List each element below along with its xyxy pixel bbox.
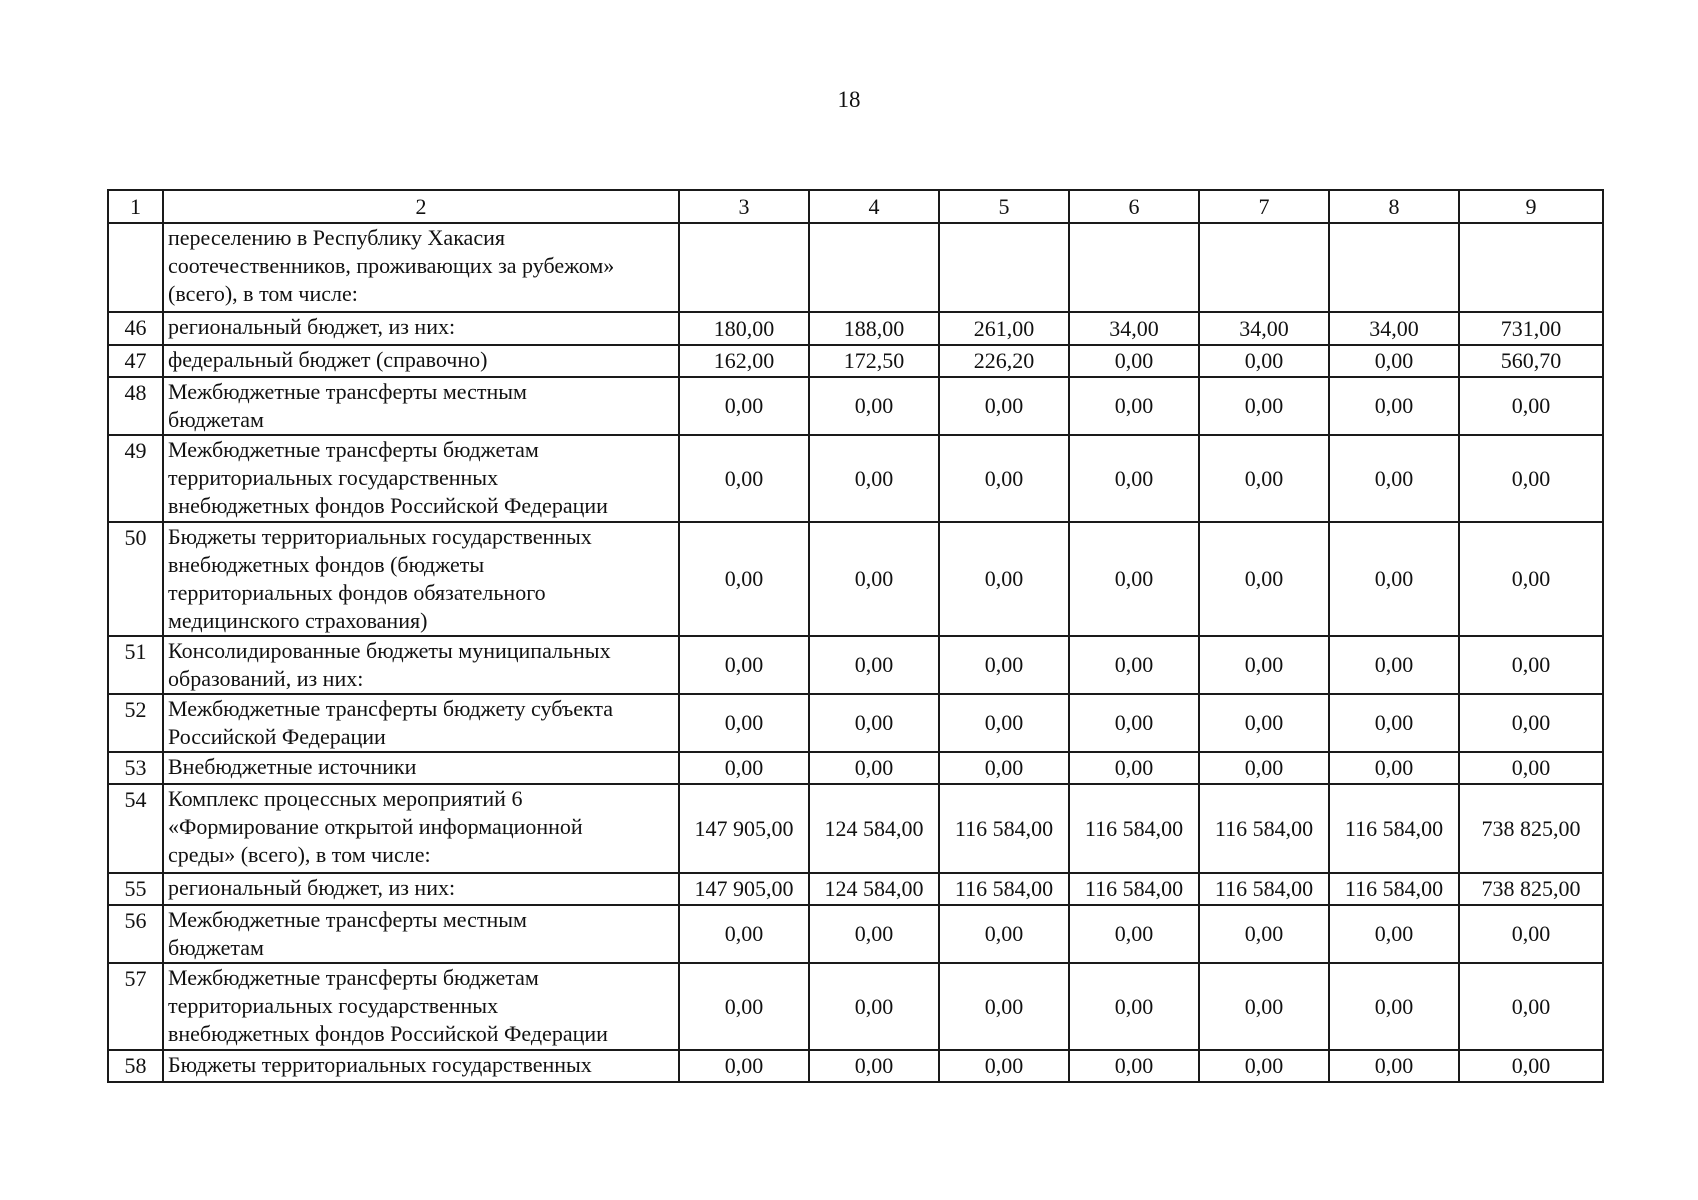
value-cell: 147 905,00 <box>679 873 809 905</box>
value-cell: 0,00 <box>679 694 809 752</box>
value-cell: 0,00 <box>1069 752 1199 784</box>
value-cell: 0,00 <box>939 1050 1069 1082</box>
value-cell: 0,00 <box>679 636 809 694</box>
value-cell: 0,00 <box>1199 522 1329 636</box>
row-label: переселению в Республику Хакасия соотечественников, проживающих за рубежом» (всего), в том числе: <box>163 223 679 312</box>
row-number: 51 <box>108 636 163 694</box>
table-row <box>108 435 1603 522</box>
column-header: 1 <box>108 190 163 223</box>
row-number: 52 <box>108 694 163 752</box>
row-label: Межбюджетные трансферты бюджетам территориальных государственных внебюджетных фондов Российской Федерации <box>163 435 679 522</box>
value-cell: 116 584,00 <box>1199 784 1329 873</box>
value-cell: 0,00 <box>939 963 1069 1050</box>
value-cell: 0,00 <box>1329 694 1459 752</box>
table-row <box>108 963 1603 1050</box>
table-row <box>108 312 1603 345</box>
value-cell: 0,00 <box>1459 636 1603 694</box>
value-cell: 0,00 <box>679 963 809 1050</box>
row-label: региональный бюджет, из них: <box>163 873 679 905</box>
value-cell: 147 905,00 <box>679 784 809 873</box>
value-cell: 0,00 <box>939 694 1069 752</box>
table-row <box>108 873 1603 905</box>
row-label: Межбюджетные трансферты местным бюджетам <box>163 905 679 963</box>
value-cell: 0,00 <box>809 522 939 636</box>
value-cell: 0,00 <box>1329 345 1459 377</box>
value-cell: 0,00 <box>1199 1050 1329 1082</box>
value-cell: 0,00 <box>809 905 939 963</box>
value-cell: 124 584,00 <box>809 873 939 905</box>
value-cell: 0,00 <box>1199 905 1329 963</box>
value-cell: 0,00 <box>809 636 939 694</box>
value-cell: 0,00 <box>809 435 939 522</box>
row-label: Консолидированные бюджеты муниципальных образований, из них: <box>163 636 679 694</box>
table-row <box>108 345 1603 377</box>
value-cell: 162,00 <box>679 345 809 377</box>
value-cell: 34,00 <box>1199 312 1329 345</box>
value-cell: 0,00 <box>1069 377 1199 435</box>
value-cell <box>939 223 1069 312</box>
value-cell: 0,00 <box>1329 905 1459 963</box>
row-label: Бюджеты территориальных государственных внебюджетных фондов (бюджеты территориальных фондов обязательного медицинского страхования) <box>163 522 679 636</box>
row-number: 57 <box>108 963 163 1050</box>
value-cell: 116 584,00 <box>1329 873 1459 905</box>
value-cell: 0,00 <box>809 752 939 784</box>
value-cell: 0,00 <box>809 1050 939 1082</box>
row-number: 55 <box>108 873 163 905</box>
row-label: Межбюджетные трансферты местным бюджетам <box>163 377 679 435</box>
value-cell: 0,00 <box>1069 905 1199 963</box>
value-cell: 0,00 <box>1459 435 1603 522</box>
value-cell: 0,00 <box>1199 963 1329 1050</box>
value-cell: 0,00 <box>1199 345 1329 377</box>
table-row <box>108 1050 1603 1082</box>
row-number: 53 <box>108 752 163 784</box>
value-cell <box>679 223 809 312</box>
value-cell <box>809 223 939 312</box>
table-row <box>108 784 1603 873</box>
value-cell: 0,00 <box>679 905 809 963</box>
value-cell: 116 584,00 <box>939 784 1069 873</box>
value-cell: 0,00 <box>1329 377 1459 435</box>
table-row <box>108 636 1603 694</box>
value-cell: 116 584,00 <box>1069 784 1199 873</box>
value-cell: 0,00 <box>679 377 809 435</box>
row-label: Межбюджетные трансферты бюджетам территориальных государственных внебюджетных фондов Российской Федерации <box>163 963 679 1050</box>
row-number: 47 <box>108 345 163 377</box>
value-cell: 172,50 <box>809 345 939 377</box>
table-row <box>108 905 1603 963</box>
row-label: региональный бюджет, из них: <box>163 312 679 345</box>
value-cell: 0,00 <box>1199 636 1329 694</box>
value-cell: 0,00 <box>939 905 1069 963</box>
value-cell: 0,00 <box>1459 1050 1603 1082</box>
value-cell: 0,00 <box>1199 694 1329 752</box>
column-header: 3 <box>679 190 809 223</box>
value-cell: 116 584,00 <box>1329 784 1459 873</box>
budget-table-container <box>107 189 1602 1083</box>
column-header: 8 <box>1329 190 1459 223</box>
row-label: Бюджеты территориальных государственных <box>163 1050 679 1082</box>
value-cell: 0,00 <box>809 377 939 435</box>
table-row <box>108 223 1603 312</box>
value-cell: 0,00 <box>809 963 939 1050</box>
row-number <box>108 223 163 312</box>
value-cell: 731,00 <box>1459 312 1603 345</box>
value-cell: 261,00 <box>939 312 1069 345</box>
value-cell: 0,00 <box>939 522 1069 636</box>
table-row <box>108 522 1603 636</box>
value-cell: 0,00 <box>1199 377 1329 435</box>
value-cell: 226,20 <box>939 345 1069 377</box>
table-row <box>108 694 1603 752</box>
value-cell: 0,00 <box>939 377 1069 435</box>
value-cell <box>1069 223 1199 312</box>
value-cell: 116 584,00 <box>1199 873 1329 905</box>
value-cell: 0,00 <box>1199 435 1329 522</box>
value-cell: 0,00 <box>679 435 809 522</box>
row-label: федеральный бюджет (справочно) <box>163 345 679 377</box>
row-number: 48 <box>108 377 163 435</box>
column-header: 6 <box>1069 190 1199 223</box>
value-cell: 0,00 <box>1459 963 1603 1050</box>
row-number: 56 <box>108 905 163 963</box>
value-cell: 0,00 <box>1069 636 1199 694</box>
value-cell: 0,00 <box>1459 694 1603 752</box>
column-header: 2 <box>163 190 679 223</box>
value-cell: 124 584,00 <box>809 784 939 873</box>
value-cell: 0,00 <box>1199 752 1329 784</box>
value-cell: 0,00 <box>939 435 1069 522</box>
value-cell: 738 825,00 <box>1459 784 1603 873</box>
value-cell: 0,00 <box>1069 522 1199 636</box>
row-label: Межбюджетные трансферты бюджету субъекта Российской Федерации <box>163 694 679 752</box>
row-number: 50 <box>108 522 163 636</box>
value-cell: 34,00 <box>1069 312 1199 345</box>
page-number: 18 <box>837 87 861 112</box>
value-cell: 0,00 <box>1459 752 1603 784</box>
table-header-row <box>108 190 1603 223</box>
column-header: 5 <box>939 190 1069 223</box>
value-cell: 0,00 <box>1069 694 1199 752</box>
value-cell: 34,00 <box>1329 312 1459 345</box>
value-cell: 0,00 <box>1069 435 1199 522</box>
row-number: 58 <box>108 1050 163 1082</box>
value-cell: 0,00 <box>1329 522 1459 636</box>
column-header: 7 <box>1199 190 1329 223</box>
value-cell <box>1329 223 1459 312</box>
budget-table <box>107 189 1604 1083</box>
value-cell: 0,00 <box>1329 752 1459 784</box>
value-cell: 0,00 <box>1459 522 1603 636</box>
row-number: 46 <box>108 312 163 345</box>
value-cell: 0,00 <box>1329 435 1459 522</box>
value-cell: 738 825,00 <box>1459 873 1603 905</box>
value-cell: 0,00 <box>679 522 809 636</box>
table-row <box>108 377 1603 435</box>
value-cell: 116 584,00 <box>1069 873 1199 905</box>
value-cell: 0,00 <box>1069 1050 1199 1082</box>
value-cell: 0,00 <box>939 752 1069 784</box>
column-header: 9 <box>1459 190 1603 223</box>
value-cell: 0,00 <box>1459 377 1603 435</box>
value-cell: 0,00 <box>1459 905 1603 963</box>
value-cell <box>1199 223 1329 312</box>
column-header: 4 <box>809 190 939 223</box>
value-cell: 0,00 <box>1329 1050 1459 1082</box>
value-cell: 0,00 <box>1329 636 1459 694</box>
row-label: Внебюджетные источники <box>163 752 679 784</box>
value-cell: 0,00 <box>1069 963 1199 1050</box>
value-cell: 188,00 <box>809 312 939 345</box>
row-number: 54 <box>108 784 163 873</box>
value-cell <box>1459 223 1603 312</box>
value-cell: 560,70 <box>1459 345 1603 377</box>
value-cell: 0,00 <box>679 1050 809 1082</box>
value-cell: 0,00 <box>1069 345 1199 377</box>
value-cell: 0,00 <box>679 752 809 784</box>
row-number: 49 <box>108 435 163 522</box>
row-label: Комплекс процессных мероприятий 6 «Формирование открытой информационной среды» (всего), в том числе: <box>163 784 679 873</box>
value-cell: 0,00 <box>809 694 939 752</box>
value-cell: 0,00 <box>939 636 1069 694</box>
value-cell: 0,00 <box>1329 963 1459 1050</box>
table-row <box>108 752 1603 784</box>
value-cell: 116 584,00 <box>939 873 1069 905</box>
value-cell: 180,00 <box>679 312 809 345</box>
